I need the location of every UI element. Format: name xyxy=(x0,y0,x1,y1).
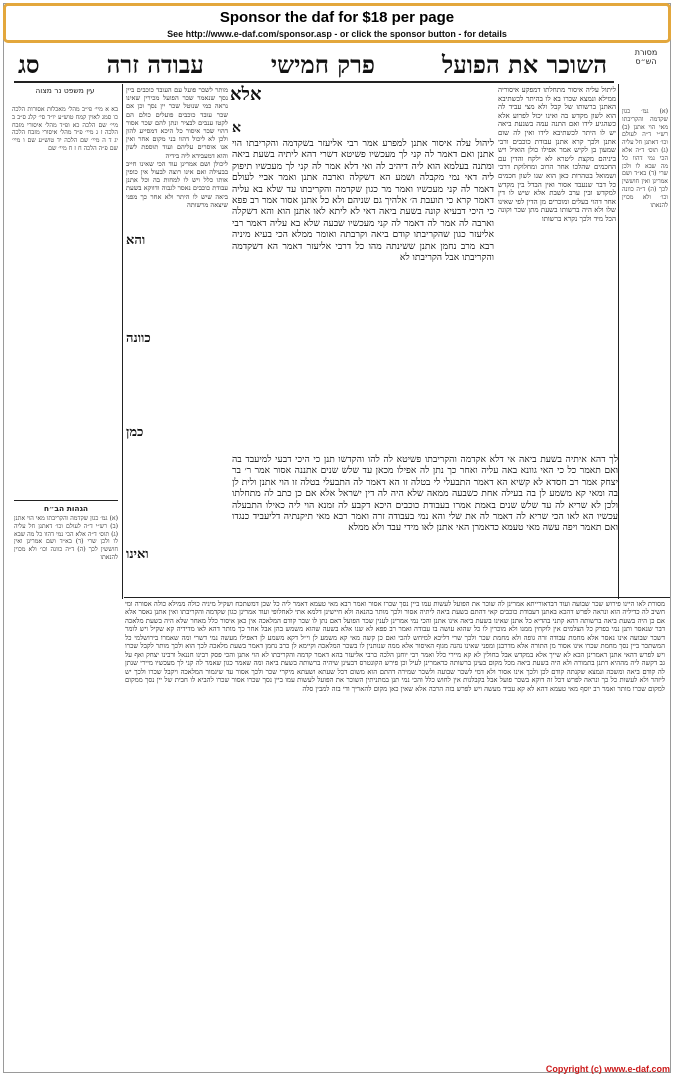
page-header xyxy=(10,46,615,80)
hagahot-column xyxy=(14,515,118,695)
bottom-commentary xyxy=(125,600,665,1055)
header-rule xyxy=(14,81,614,83)
mesoret-column xyxy=(622,108,668,588)
copyright-link[interactable]: Copyright (c) www.e-daf.com xyxy=(545,1064,670,1074)
left-margin-rule xyxy=(122,84,123,599)
chapter-number: פרק חמישי xyxy=(270,50,375,79)
right-margin-rule xyxy=(618,84,619,599)
page-number: סג xyxy=(18,50,40,79)
bottom-commentary-text: מסורת לאו היינו פירוש שכר שבועה ועוד דבדאורייתא אמרינן לה שוכר את הפועל לעשות עמו ביין נסך שכרו אסור ואמר רבא מאי טעמא דאמר ליה כל שכן דמשתכח ושקיל מיניה כולה ממילא כולה אסורה ומי חשיב לה כדיליה הוא ונראה לפרש דהכא באתנן דעבודת כוכבים קאי דהתם בשעת ביאה ליתיה אסור ולכך מותר בהנאה ולא חיישינן דלמא אתי לאחלופי ועוד אמרינן כגון שקדמה והקריבתו ואין אתנן נאסר אלא אם כן היה בשעת ביאה ברשותה דהא קתני בהדיא כל אתנן שאינו בשעת ביאה אינו אתנן והכי נמי אמרינן לענין שכר הפועל דאם נתן לו שכר קודם המלאכה אין כאן איסור כלל מאחר שלא היה בשעת מלאכה דבר שנאסר ותנן נמי בפרק כל הצלמים אין לוקחין ממנו ולא מוכרין לו כל שהוא עושה בו עבודה ואמר רב פפא לא שנו אלא בשעה שהוא משמש בהן אבל אחר כך מותר דהא לאו מדידיה קא שקיל ויש לומר דשכר שבועה אינו נאסר אלא מחמת עבודה זרה גופה ולא מחמת שכר ולכך שרי דליכא למיחש להכי ואם כן קשה מאי קא משמע לן וי״ל דקא משמע לן דאפילו מעשה נמי דשרי ומה שאמרו בירושלמי כל המשתכר ביין נסך מחמת שכרו אינו אסור מן התורה אלא מדרבנן ומפני שאינו נהנה מגוף האיסור אלא ממה שנותנין לו בשכר המלאכה וקיימא לן כרב נחמן דאמר בשעת מלאכה לכך הוא ולכך מותר לקבל שכרו ויש לפרש דהאי אתנן דאמרינן הכא לא שייך אלא במקדש אבל בחולין לא קא מיירי כלל ואמר רבי יוחנן הלכה כרבי אליעזר בהא דאמר קדמה והקריבתו לא הוי אתנן והכי פסק רבינו חננאל ורבינו יצחק ואף על גב דקשה ליה מההיא דתנן בתמורה ולא היה בשעת ביאה מכל מקום בעינן ברשותה כדאמרינן לעיל וכן פירש הקונטרס דבעינן שיהיה ברשותה בשעת ביאה ומה שאמר כגון שאמר לה קני לך מעכשיו מיירי שנתן לה קודם ביאה ומשכה ונמצא שקנתה קודם לכן ולכך אינו אסור ולא דמי לשכר שבועה ולשכר שמירה דהתם הוא משום דכל שעתא ושעתא מיקרי שכר ולכך אסור עד שיגמור המלאכה ויקבל שכרו ולכך יש ליזהר ולא לעשות כל כך ונראה לפרש דכל זה דוקא בשכר פועל אבל בקבלנות אין לחוש כלל והכי נמי תנן במתניתין השוכר את הפועל לעשות עמו ביין נסך שכרו אסור שכרו להביא לו חבית של יין נסך ממקום למקום שכרו מותר ואמר רב יוסף מאי טעמא דהא לא קא עביד מעשה ויש לפרש בזה הרבה אלא שאין כאן מקום להאריך ודי בזה למבין סלה xyxy=(125,600,665,693)
ein-mishpat-label: עין משפט נר מצוה xyxy=(35,86,95,95)
tosafot-text: מותר לשכר פועל עם העובד כוכבים ביין נסך שנאמר שכר הפועל מכירין שאינו נראה כמי שנוטל שכר יין נסך וכן אם שכר עובד כוכבים פועלים כולם הם לקטו ענבים לבציר ונתן להם שכר אסור דהוי שכר איסור כל היכא דמסייע להון ולכן לא ליכול דהוו בני מקום אחר ואין אנו אוסרים עליהם ועוד תוספת לשון והוא דמעבידא ליה בידיה xyxy=(126,86,228,160)
tosafot-text-2: ליכולן ושם אמרינן עוד הכי שאינו חייב בבעילה ואם אינו רוצה לבעול אין כופין אותו כלל ויש לו למחות בה וכל אתנן עבודת כוכבים נאסר לגבוה ודווקא בשעת ביאה שיש לו היתר ולא אחר כך מפני שיצאה מרשותה xyxy=(126,159,228,209)
chapter-name: השוכר את הפועל xyxy=(441,50,607,79)
rashi-column xyxy=(498,86,616,450)
sponsor-banner[interactable] xyxy=(3,3,671,43)
gemara-lower-text: לך דהא איתיה בשעת ביאה אי דלא אקדמה והקריבתו פשיטא לה להו והקדשו תנן כי היכי דבעי למיעבד בה ואם תאמר כל כי האי גוונא באה עליה ואחר כך נתן לה אפילו מכאן עד שלש שנים אתננה אסור אמר ר׳ בר יצחק אמר רב חסדא לא קשיא הא דאמר התבעלי לי בטלה זו הא דאמר לה התבעלי בטלה זו הוי אתנן ולית לן בה ומאי קא משמע לן בה בעילה אחת כשבעה ממאה שלא היה לה דין ישראל אלא אם כן כתב לה מתחלתו ולכן לא שריא לה עד שלש שנים באמת אמרו בעבודת כוכבים היכא דקבע לה זמנא הוי ליה כאילו התבעלה עכשיו הא לאו הכי שריא לה דאמר לה את שלי והא נמי בעבודה זרה ואמר רבא מאי תיקנתיה דליעביד כנגדו ואם תאמר ויפה עשה מאי טעמא כדאמרן האי אתנן לאו מידי עבד ולא ממלא xyxy=(232,454,618,534)
ein-mishpat-column xyxy=(12,106,118,496)
lead-word-kvana: כוונה xyxy=(126,331,151,346)
gemara-column xyxy=(232,138,494,450)
mesoret-text: (א) גמ׳ כגון שקדמה והקריבתו מאי הוי אתנן (ב) רש״י ד״ה לעולם וכו׳ דאתנן חל עליה (ג) תוס׳ ד״ה אלא הכי נמי דהוו כל מה שבא לו ולכן שרי (ד) בא״ד ושם אמרינן ואין חוששין לכך (ה) ד״ה כוונה וכו׳ ולא מכוין להנאתו xyxy=(622,108,668,209)
bottom-rule xyxy=(124,597,670,598)
ein-mishpat-text: בא א מיי׳ פי״ב מהל׳ מאכלות אסורות הלכה כו סמג לאוין קמח טוש״ע יו״ד סי׳ קלג ס״ב ב מיי׳ שם הלכה כא ופ״ד מהל׳ איסורי מזבח הלכה ז ג מיי׳ פ״ד מהל׳ איסורי מזבח הלכה יג ד ה מיי׳ שם הלכה יד טוש״ע שם ו מיי׳ שם פ״ה הלכה ח ז ח מיי׳ שם xyxy=(12,106,118,152)
rashi-text: ליתול עליה איסור מתחלתו דמפקע איסוריה ממילא ונמצא שכרו בא לו בהיתר לכשתיבא האתנן ברשותו של קבל ולא מצי עביד לה הוא לשון מקדש בה ואינו יכול לפרוע אלא כשהגיע לידו ואם התנה עמה בשנעת ביאה יש לו היתר לכשתיבא לידו ואין לה שום אתנן ולכך קרא אתנן עבודת כוכבים ורבי שמעון בן לקיש אמר אפילו כולן הואיל ויש ביניהם מקצת ליטרא לא ילקח והדין עם החכמים שהלכו אחר הרוב ומחלוקת דרבי ושמואל בטהרות כאן הוא שנו לשון חכמים כל דבר שנעבד אסור ואין הבדל בין מקדש למקדש ובין ערב לשבת אלא שיש לו דין אחר דהוי בעלים ומוכרים מן הדין לפי שאינו שלו ולא היה ברשותו בשעת מתן שכר וקונה הכל מיד ולכך נקרא ברשותו xyxy=(498,86,616,223)
gemara-text: ליהול עלה איסור אתנן למפרע אמר רבי אליעזר בשקדמה והקריבתו הוי אתנן ואם דאמר לה קני לך מעכשיו פשיטא דשרי דהא ליתיה בשעת ביאה ומתנה בעלמא הוא ליה דיהיב לה ואי דלא אמר לה קני לך מעכשיו תיפוק ליה דאי נמי מקבלה ושמע הא דשקלה וארבה אתנן ואמר אביי לעולם דאמר לה קני מעכשיו ואמר מר כגון שקדמה והקריבתו עד שלא בא עליה דאמר קרא כי תועבת ה׳ אלהיך גם שניהם ולא כל אתנן אסור אמר רב פפא כי היכי דבעיא קונה בשעת ביאה דאי לא ליתא לאו אתנן הוא והא דשקלה וארבה לה אמר לה דאמר לה קני מעכשיו שבעה שלא בא עליה דאמר רבי אליעזר כגון שהקריבתו קודם ביאה וקרבתה ואומר ממלא הכי בעיא מיניה רבא מרב נחמן אתנן ששינתה מהו כל דרבי אליעזר דאמר הא דשקדמה והקריבתו אבל הקריבתו לא xyxy=(232,138,494,264)
lead-word-a: א xyxy=(232,120,241,136)
mesoret-label: מסורת הש״ס xyxy=(634,48,658,66)
hagahot-text: (א) גמ׳ כגון שקדמה והקריבתו מאי הוי אתנן (ב) רש״י ד״ה לעולם וכו׳ דאתנן חל עליה (ג) תוס׳ ד״ה אלא הכי נמי דהוו כל מה שבא לו ולכן שרי (ד) בא״ד ושם אמרינן ואין חוששין לכך (ה) ד״ה כוונה וכו׳ ולא מכוין להנאתו xyxy=(14,515,118,561)
lead-word-ela: אלא xyxy=(230,84,262,105)
hagahot-label: הגהות הב״ח xyxy=(43,504,89,513)
tractate-name: עבודה זרה xyxy=(106,50,204,79)
lead-word-kman: כמן xyxy=(126,425,144,440)
gemara-lower-column xyxy=(232,454,618,596)
sponsor-link-text[interactable]: See http://www.e-daf.com/sponsor.asp - or click the sponsor button - for details xyxy=(167,29,507,39)
hagahot-rule xyxy=(14,500,118,501)
sponsor-title[interactable]: Sponsor the daf for $18 per page xyxy=(219,9,455,26)
lead-word-veino: ואינו xyxy=(126,547,149,562)
lead-word-veha: והא xyxy=(126,233,146,248)
